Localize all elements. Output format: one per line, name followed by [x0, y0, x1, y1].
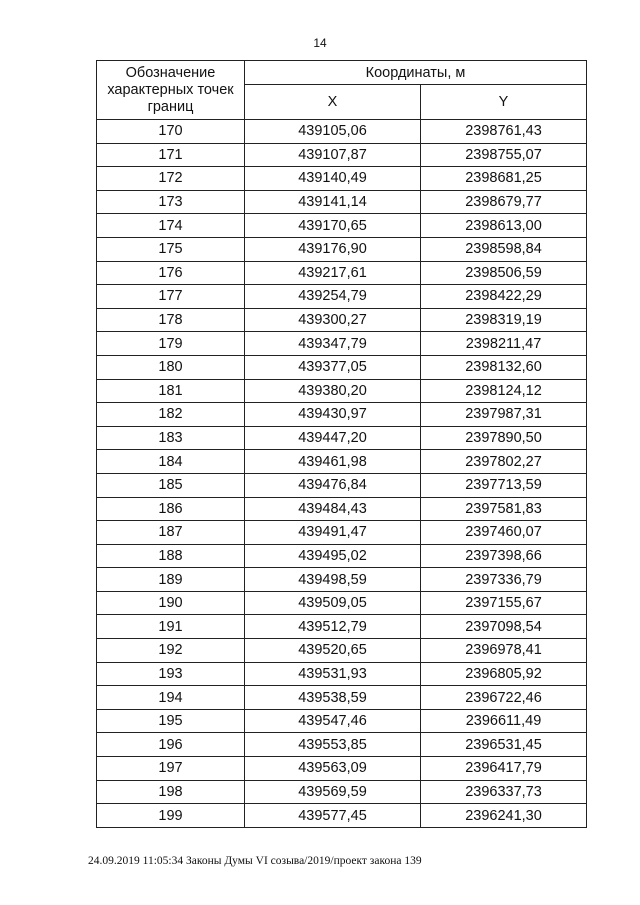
- cell-x: 439531,93: [245, 662, 421, 686]
- cell-x: 439476,84: [245, 473, 421, 497]
- cell-y: 2398598,84: [421, 237, 587, 261]
- cell-x: 439484,43: [245, 497, 421, 521]
- cell-x: 439491,47: [245, 521, 421, 545]
- cell-y: 2396805,92: [421, 662, 587, 686]
- table-row: [97, 662, 587, 686]
- table-body: [97, 120, 587, 828]
- cell-y: 2397890,50: [421, 426, 587, 450]
- table-row: [97, 639, 587, 663]
- cell-y: 2396611,49: [421, 709, 587, 733]
- cell-point: 179: [97, 332, 245, 356]
- coordinates-table: [96, 60, 587, 828]
- cell-x: 439217,61: [245, 261, 421, 285]
- cell-point: 190: [97, 591, 245, 615]
- cell-y: 2398124,12: [421, 379, 587, 403]
- table-row: [97, 757, 587, 781]
- cell-y: 2397098,54: [421, 615, 587, 639]
- cell-point: 173: [97, 190, 245, 214]
- cell-y: 2396417,79: [421, 757, 587, 781]
- table-row: [97, 497, 587, 521]
- cell-point: 177: [97, 285, 245, 309]
- header-point-designation: Обозначение характерных точек границ: [97, 61, 245, 120]
- table-row: [97, 308, 587, 332]
- cell-y: 2396722,46: [421, 686, 587, 710]
- cell-point: 176: [97, 261, 245, 285]
- cell-point: 191: [97, 615, 245, 639]
- cell-y: 2397398,66: [421, 544, 587, 568]
- cell-point: 172: [97, 167, 245, 191]
- cell-y: 2398761,43: [421, 120, 587, 144]
- table-row: [97, 120, 587, 144]
- cell-x: 439105,06: [245, 120, 421, 144]
- cell-point: 182: [97, 403, 245, 427]
- cell-x: 439300,27: [245, 308, 421, 332]
- cell-x: 439577,45: [245, 804, 421, 828]
- cell-y: 2396978,41: [421, 639, 587, 663]
- cell-point: 188: [97, 544, 245, 568]
- cell-y: 2398506,59: [421, 261, 587, 285]
- table-row: [97, 332, 587, 356]
- cell-point: 198: [97, 780, 245, 804]
- cell-x: 439176,90: [245, 237, 421, 261]
- header-y: Y: [421, 85, 587, 120]
- table-row: [97, 214, 587, 238]
- table-row: [97, 591, 587, 615]
- header-x: X: [245, 85, 421, 120]
- table-row: [97, 804, 587, 828]
- cell-x: 439140,49: [245, 167, 421, 191]
- cell-x: 439107,87: [245, 143, 421, 167]
- cell-x: 439512,79: [245, 615, 421, 639]
- cell-y: 2398613,00: [421, 214, 587, 238]
- table-row: [97, 143, 587, 167]
- cell-x: 439547,46: [245, 709, 421, 733]
- cell-x: 439170,65: [245, 214, 421, 238]
- table-row: [97, 450, 587, 474]
- cell-point: 170: [97, 120, 245, 144]
- cell-y: 2397713,59: [421, 473, 587, 497]
- cell-point: 197: [97, 757, 245, 781]
- cell-y: 2396337,73: [421, 780, 587, 804]
- cell-point: 195: [97, 709, 245, 733]
- table-row: [97, 190, 587, 214]
- cell-x: 439447,20: [245, 426, 421, 450]
- cell-y: 2398681,25: [421, 167, 587, 191]
- table-row: [97, 733, 587, 757]
- table-row: [97, 709, 587, 733]
- cell-point: 189: [97, 568, 245, 592]
- cell-point: 194: [97, 686, 245, 710]
- cell-point: 185: [97, 473, 245, 497]
- cell-point: 183: [97, 426, 245, 450]
- cell-point: 187: [97, 521, 245, 545]
- cell-point: 199: [97, 804, 245, 828]
- cell-x: 439495,02: [245, 544, 421, 568]
- cell-point: 196: [97, 733, 245, 757]
- cell-point: 178: [97, 308, 245, 332]
- table-row: [97, 780, 587, 804]
- cell-point: 184: [97, 450, 245, 474]
- cell-y: 2398132,60: [421, 355, 587, 379]
- cell-point: 192: [97, 639, 245, 663]
- cell-x: 439141,14: [245, 190, 421, 214]
- page-number: 14: [313, 36, 327, 50]
- table-row: [97, 473, 587, 497]
- cell-x: 439538,59: [245, 686, 421, 710]
- cell-y: 2398755,07: [421, 143, 587, 167]
- cell-x: 439347,79: [245, 332, 421, 356]
- cell-point: 180: [97, 355, 245, 379]
- cell-y: 2397155,67: [421, 591, 587, 615]
- cell-x: 439569,59: [245, 780, 421, 804]
- cell-point: 171: [97, 143, 245, 167]
- table-row: [97, 426, 587, 450]
- table-row: [97, 403, 587, 427]
- cell-y: 2398211,47: [421, 332, 587, 356]
- table-row: [97, 615, 587, 639]
- cell-y: 2397802,27: [421, 450, 587, 474]
- cell-x: 439520,65: [245, 639, 421, 663]
- table-row: [97, 355, 587, 379]
- cell-x: 439461,98: [245, 450, 421, 474]
- table-row: [97, 379, 587, 403]
- cell-y: 2397987,31: [421, 403, 587, 427]
- cell-x: 439254,79: [245, 285, 421, 309]
- cell-x: 439563,09: [245, 757, 421, 781]
- cell-y: 2396241,30: [421, 804, 587, 828]
- cell-point: 186: [97, 497, 245, 521]
- cell-y: 2398422,29: [421, 285, 587, 309]
- table-row: [97, 544, 587, 568]
- cell-x: 439509,05: [245, 591, 421, 615]
- cell-y: 2398679,77: [421, 190, 587, 214]
- table-row: [97, 686, 587, 710]
- table-row: [97, 261, 587, 285]
- cell-x: 439498,59: [245, 568, 421, 592]
- cell-y: 2397581,83: [421, 497, 587, 521]
- document-footer: 24.09.2019 11:05:34 Законы Думы VI созыва/2019/проект закона 139: [88, 855, 422, 867]
- table-row: [97, 521, 587, 545]
- cell-x: 439430,97: [245, 403, 421, 427]
- cell-y: 2396531,45: [421, 733, 587, 757]
- table-row: [97, 167, 587, 191]
- cell-x: 439553,85: [245, 733, 421, 757]
- table-row: [97, 285, 587, 309]
- cell-y: 2398319,19: [421, 308, 587, 332]
- cell-x: 439377,05: [245, 355, 421, 379]
- cell-point: 193: [97, 662, 245, 686]
- header-coordinates: Координаты, м: [245, 61, 587, 85]
- cell-y: 2397336,79: [421, 568, 587, 592]
- cell-y: 2397460,07: [421, 521, 587, 545]
- cell-point: 181: [97, 379, 245, 403]
- cell-point: 174: [97, 214, 245, 238]
- table-row: [97, 237, 587, 261]
- table-row: [97, 568, 587, 592]
- cell-point: 175: [97, 237, 245, 261]
- cell-x: 439380,20: [245, 379, 421, 403]
